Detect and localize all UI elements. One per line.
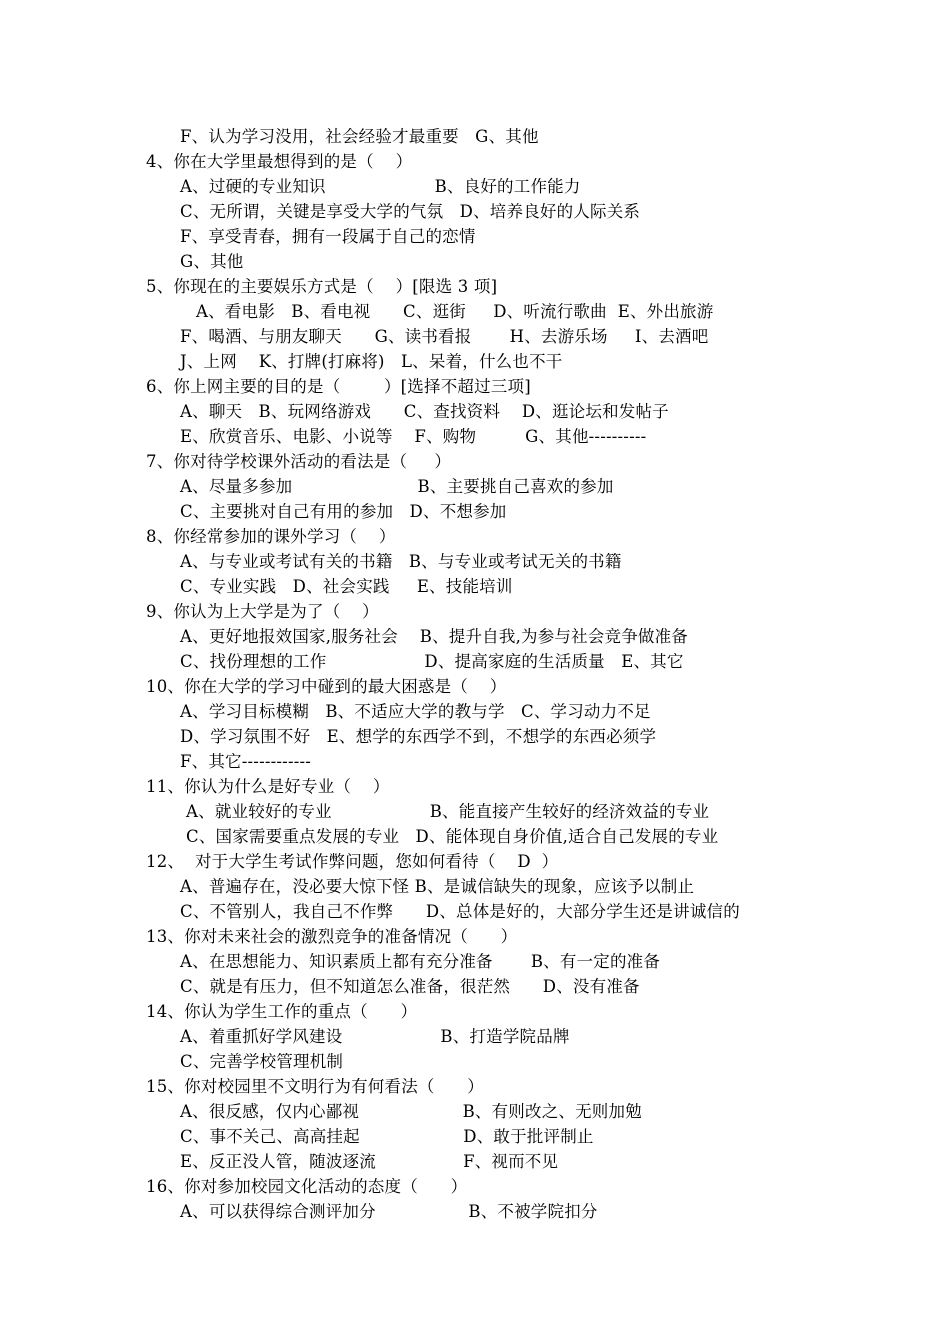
q5-options-jl: J、上网 K、打牌(打麻将) L、呆着，什么也不干 <box>180 352 563 371</box>
q9-question: 9、你认为上大学是为了（ ） <box>146 602 379 621</box>
q11-options-cd: C、国家需要重点发展的专业 D、能体现自身价值,适合自己发展的专业 <box>186 827 719 846</box>
q15-options-ab: A、很反感，仅内心鄙视 B、有则改之、无则加勉 <box>180 1102 642 1121</box>
q8-options-ce: C、专业实践 D、社会实践 E、技能培训 <box>180 577 513 596</box>
q7-question: 7、你对待学校课外活动的看法是（ ） <box>146 452 452 471</box>
q15-options-cd: C、事不关己、高高挂起 D、敢于批评制止 <box>180 1127 594 1146</box>
q12-options-ab: A、普遍存在，没必要大惊下怪 B、是诚信缺失的现象，应该予以制止 <box>180 877 695 896</box>
q4-options-cd: C、无所谓，关键是享受大学的气氛 D、培养良好的人际关系 <box>180 202 641 221</box>
q15-question: 15、你对校园里不文明行为有何看法（ ） <box>146 1077 484 1096</box>
q6-question: 6、你上网主要的目的是（ ）[选择不超过三项] <box>146 377 531 396</box>
q16-question: 16、你对参加校园文化活动的态度（ ） <box>146 1177 468 1196</box>
q12-question: 12、 对于大学生考试作弊问题，您如何看待（ D ） <box>146 852 559 871</box>
q7-options-ab: A、尽量多参加 B、主要挑自己喜欢的参加 <box>180 477 614 496</box>
q14-options-ab: A、着重抓好学风建设 B、打造学院品牌 <box>180 1027 570 1046</box>
q8-question: 8、你经常参加的课外学习（ ） <box>146 527 396 546</box>
q13-options-ab: A、在思想能力、知识素质上都有充分准备 B、有一定的准备 <box>180 952 661 971</box>
q4-option-g: G、其他 <box>180 252 244 271</box>
q15-options-ef: E、反正没人管，随波逐流 F、视而不见 <box>180 1152 559 1171</box>
q14-question: 14、你认为学生工作的重点（ ） <box>146 1002 418 1021</box>
q11-question: 11、你认为什么是好专业（ ） <box>146 777 390 796</box>
q8-options-ab: A、与专业或考试有关的书籍 B、与专业或考试无关的书籍 <box>180 552 622 571</box>
q4-question: 4、你在大学里最想得到的是（ ） <box>146 152 413 171</box>
q13-question: 13、你对未来社会的激烈竞争的准备情况（ ） <box>146 927 518 946</box>
q6-options-ad: A、聊天 B、玩网络游戏 C、查找资料 D、逛论坛和发帖子 <box>180 402 669 421</box>
q5-options-fi: F、喝酒、与朋友聊天 G、读书看报 H、去游乐场 I、去酒吧 <box>180 327 709 346</box>
q7-options-cd: C、主要挑对自己有用的参加 D、不想参加 <box>180 502 507 521</box>
q12-options-cd: C、不管别人，我自己不作弊 D、总体是好的，大部分学生还是讲诚信的 <box>180 902 740 921</box>
q4-options-ab: A、过硬的专业知识 B、良好的工作能力 <box>180 177 581 196</box>
q11-options-ab: A、就业较好的专业 B、能直接产生较好的经济效益的专业 <box>186 802 710 821</box>
q10-options-de: D、学习氛围不好 E、想学的东西学不到，不想学的东西必须学 <box>180 727 657 746</box>
q4-option-f: F、享受青春，拥有一段属于自己的恋情 <box>180 227 476 246</box>
q9-options-ab: A、更好地报效国家,服务社会 B、提升自我,为参与社会竞争做准备 <box>180 627 689 646</box>
q5-options-ae: A、看电影 B、看电视 C、逛街 D、听流行歌曲 E、外出旅游 <box>196 302 714 321</box>
q6-options-eg: E、欣赏音乐、电影、小说等 F、购物 G、其他---------- <box>180 427 647 446</box>
q5-question: 5、你现在的主要娱乐方式是（ ）[限选 3 项] <box>146 277 498 296</box>
q10-question: 10、你在大学的学习中碰到的最大困惑是（ ） <box>146 677 507 696</box>
q3-option-f: F、认为学习没用，社会经验才最重要 G、其他 <box>180 127 539 146</box>
q10-options-ac: A、学习目标模糊 B、不适应大学的教与学 C、学习动力不足 <box>180 702 651 721</box>
q13-options-cd: C、就是有压力，但不知道怎么准备，很茫然 D、没有准备 <box>180 977 640 996</box>
q9-options-ce: C、找份理想的工作 D、提高家庭的生活质量 E、其它 <box>180 652 684 671</box>
q16-options-ab: A、可以获得综合测评加分 B、不被学院扣分 <box>180 1202 598 1221</box>
q14-option-c: C、完善学校管理机制 <box>180 1052 344 1071</box>
q10-option-f: F、其它------------ <box>180 752 312 771</box>
